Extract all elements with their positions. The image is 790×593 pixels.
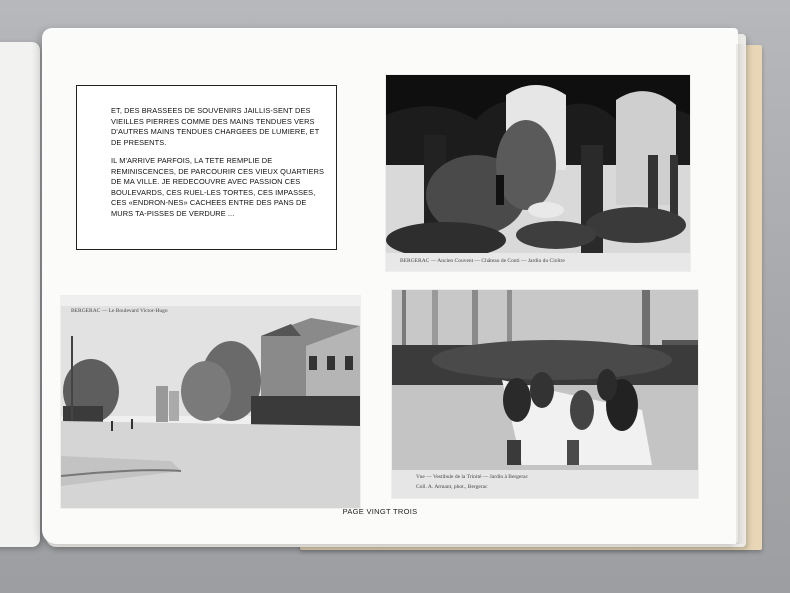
photo-caption: Vue — Vestibule de la Trinité — Jardin à Bergerac xyxy=(416,474,529,480)
paragraph-1: ET, DES BRASSEES DE SOUVENIRS JAILLIS-SENT DES VIEILLES PIERRES COMME DES MAINS TENDUES VERS D'AUTRES MAINS TENDUES CHARGEES DE LUMIERE, ET DE PRESENTS. xyxy=(111,106,320,147)
photo-banquet xyxy=(392,290,698,498)
photo-caption: Coll. A. Armant, phot., Bergerac xyxy=(416,484,488,490)
photo-cloister xyxy=(386,75,690,271)
page-label: PAGE VINGT TROIS xyxy=(342,507,418,516)
photo-caption: BERGERAC — Ancien Couvent — Château de Conti — Jardin du Cloître xyxy=(400,258,565,264)
left-page-edge xyxy=(0,42,40,547)
photo-caption: BERGERAC — Le Boulevard Victor-Hugo xyxy=(71,308,168,314)
paragraph-2: IL M'ARRIVE PARFOIS, LA TETE REMPLIE DE REMINISCENCES, DE PARCOURIR CES VIEUX QUARTIERS DE MA VILLE. JE REDECOUVRE AVEC PASSION CES BOULEVARDS, CES RUEL-LES TORTES, CES IMPASSES, CES «ENDRON-NES» CACHEES ENTRE DES PANS DE MURS TA-PISSES DE VERDURE ... xyxy=(111,156,325,218)
photo-boulevard xyxy=(61,296,360,508)
page-shadow xyxy=(736,44,746,544)
text-frame xyxy=(76,85,337,250)
